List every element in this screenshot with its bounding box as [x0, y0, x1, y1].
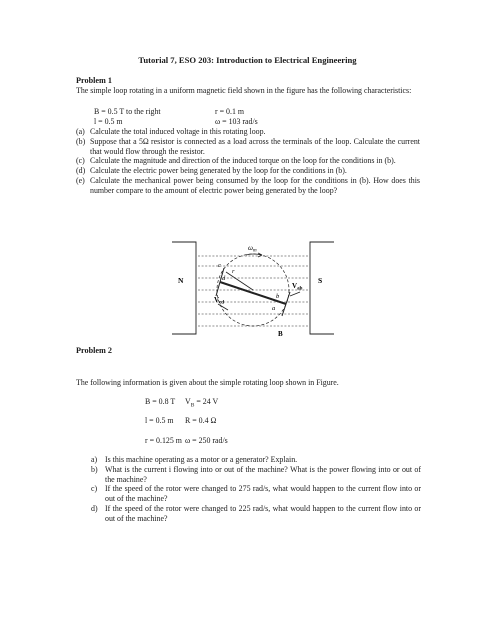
problem-2-part-a — [91, 455, 421, 465]
document-title: Tutorial 7, ESO 203: Introduction to Electrical Engineering — [138, 55, 357, 65]
part-label: a) — [91, 455, 98, 464]
part-text: If the speed of the rotor were changed to 225 rad/s, what would happen to the current flow into or out of the machine? — [105, 503, 421, 523]
part-label: (e) — [76, 175, 85, 185]
given-omega: ω = 250 rad/s — [185, 436, 228, 445]
part-label: b) — [91, 464, 98, 474]
part-text: Calculate the total induced voltage in this rotating loop. — [90, 127, 266, 136]
given-l: l = 0.5 m — [94, 117, 123, 126]
vab-label: $V_{ab}$ — [292, 282, 303, 292]
part-label: (a) — [76, 127, 85, 136]
given-VB: $V_B = 24$ V — [185, 397, 219, 409]
problem-1-part-e — [76, 176, 420, 196]
problem-2-heading: Problem 2 — [76, 346, 113, 355]
omega-label: $\omega_m$ — [248, 244, 257, 254]
problem-1-parts — [76, 127, 420, 196]
part-label: (d) — [76, 166, 86, 176]
problem-1-part-d — [76, 166, 420, 176]
vcd-label: $V_{cd}$ — [214, 296, 225, 306]
part-text: Is this machine operating as a motor or a generator? Explain. — [105, 455, 298, 464]
part-label: c) — [91, 484, 98, 494]
part-label: (c) — [76, 156, 85, 166]
radius-line — [226, 272, 253, 290]
given-B: B = 0.5 T to the right — [94, 107, 161, 116]
part-text: Calculate the electric power being generated by the loop for the conditions in (b). — [90, 166, 347, 176]
part-text: Calculate the mechanical power being consumed by the loop for the conditions in (b). How does this number compare to the amount of electric power being generated by the loop? — [90, 175, 420, 195]
given-B: B = 0.8 T — [145, 397, 176, 406]
part-text: Suppose that a 5Ω resistor is connected as a load across the terminals of the loop. Calculate the current that would flow through the resistor. — [90, 136, 420, 156]
part-text: What is the current i flowing into or out of the machine? What is the power flowing into or out of the machine? — [105, 464, 421, 484]
problem-1-intro: The simple loop rotating in a uniform magnetic field shown in the figure has the following characteristics: — [76, 86, 412, 95]
problem-1-heading: Problem 1 — [76, 76, 113, 85]
problem-2-parts — [91, 455, 421, 524]
north-label: N — [178, 276, 184, 285]
field-label: B — [278, 330, 283, 338]
given-R: R = 0.4 Ω — [185, 416, 217, 425]
magnetic-field-lines — [198, 256, 308, 326]
problem-1-part-b — [76, 137, 420, 157]
a-label: a — [272, 305, 276, 312]
problem-1-part-c — [76, 156, 420, 166]
south-pole-outline — [310, 242, 334, 334]
given-l: l = 0.5 m — [145, 416, 174, 425]
given-omega: ω = 103 rad/s — [215, 117, 258, 126]
problem-1-part-a — [76, 127, 420, 137]
b-label: b — [276, 293, 280, 300]
north-pole-outline — [172, 242, 196, 334]
given-r: r = 0.1 m — [215, 107, 244, 116]
c-label: c — [218, 262, 221, 269]
vab-arrow — [290, 292, 300, 296]
rotating-loop-figure — [168, 238, 338, 338]
part-label: (b) — [76, 136, 86, 146]
part-label: d) — [91, 503, 98, 513]
problem-2-part-d — [91, 504, 421, 524]
part-text: Calculate the magnitude and direction of the induced torque on the loop for the conditions in (b). — [90, 156, 396, 166]
south-label: S — [318, 276, 323, 285]
problem-2-intro: The following information is given about the simple rotating loop shown in Figure. — [76, 378, 339, 387]
given-r: r = 0.125 m — [145, 436, 182, 445]
r-label: r — [232, 268, 235, 275]
problem-2-part-b — [91, 465, 421, 485]
loop-side-d — [216, 282, 220, 296]
part-text: If the speed of the rotor were changed to 275 rad/s, what would happen to the current flow into or out of the machine? — [105, 484, 421, 504]
d-label: d — [222, 275, 226, 282]
problem-2-part-c — [91, 484, 421, 504]
